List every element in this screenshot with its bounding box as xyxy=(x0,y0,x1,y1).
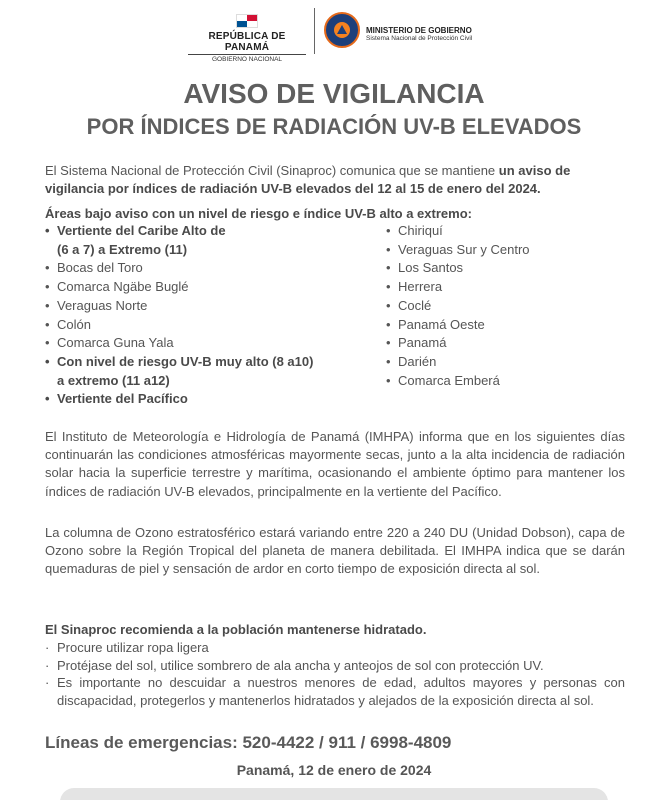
list-item: • Darién xyxy=(386,353,437,369)
list-item: · Es importante no descuidar a nuestros menores de edad, adultos mayores y personas con discapacidad, protegerlos y mantenerlos hidratados y alejados de la exposición directa al sol. xyxy=(45,675,625,708)
list-item: • Con nivel de riesgo UV-B muy alto (8 a10) xyxy=(45,353,314,369)
list-item: • Herrera xyxy=(386,279,443,295)
emergency-lines: Líneas de emergencias: 520-4422 / 911 / 6998-4809 xyxy=(45,733,452,752)
list-item: • Panamá Oeste xyxy=(386,316,485,332)
list-item: · Procure utilizar ropa ligera xyxy=(45,640,209,655)
government-subtitle: GOBIERNO NACIONAL xyxy=(188,54,306,63)
list-item: a extremo (11 a12) xyxy=(57,372,170,388)
republic-title: REPÚBLICA DE PANAMÁ xyxy=(208,31,286,53)
list-item: • Los Santos xyxy=(386,260,464,276)
list-item: • Vertiente del Caribe Alto de xyxy=(45,223,226,238)
list-item: • Bocas del Toro xyxy=(45,260,143,276)
list-item: • Veraguas Sur y Centro xyxy=(386,241,530,257)
list-item: · Protéjase del sol, utilice sombrero de ala ancha y anteojos de sol con protección UV. xyxy=(45,657,544,673)
intro-paragraph xyxy=(45,162,625,198)
list-item: • Coclé xyxy=(386,297,432,313)
footer-bar xyxy=(60,788,608,800)
list-item: • Comarca Ngäbe Buglé xyxy=(45,279,189,295)
intro-text: El Sistema Nacional de Protección Civil (Sinaproc) comunica que se mantiene xyxy=(45,163,499,178)
page-subtitle: POR ÍNDICES DE RADIACIÓN UV-B ELEVADOS xyxy=(86,114,582,139)
list-item: • Colón xyxy=(45,316,91,332)
page-title: AVISO DE VIGILANCIA xyxy=(183,78,485,109)
recommendations-list xyxy=(45,639,625,709)
ministry-title: MINISTERIO DE GOBIERNO xyxy=(366,26,472,35)
list-item: • Comarca Guna Yala xyxy=(45,335,174,351)
areas-heading: Áreas bajo aviso con un nivel de riesgo e índice UV-B alto a extremo: xyxy=(45,206,472,221)
imhpa-paragraph: El Instituto de Meteorología e Hidrología de Panamá (IMHPA) informa que en los siguientes días continuarán las condiciones atmosféricas mayormente secas, junto a la alta incidencia de radiación solar hacia la superficie terrestre y marítima, ocasionando el ambiente óptimo para mantener los índices de radiación UV-B elevados, principalmente en la vertiente del Pacífico. xyxy=(45,429,625,499)
list-item: (6 a 7) a Extremo (11) xyxy=(57,241,188,257)
recommend-heading: El Sinaproc recomienda a la población mantenerse hidratado. xyxy=(45,622,427,637)
header-divider xyxy=(314,8,315,54)
panama-flag-icon xyxy=(236,14,258,28)
ministry-block xyxy=(366,26,472,42)
issue-date: Panamá, 12 de enero de 2024 xyxy=(236,762,432,778)
list-item: • Vertiente del Pacífico xyxy=(45,391,188,407)
areas-right-list xyxy=(386,222,530,390)
header xyxy=(0,8,668,63)
intro-bold-text: un aviso de vigilancia por índices de radiación UV-B elevados del 12 al 15 de enero del 2024. xyxy=(45,163,571,196)
ministry-subtitle: Sistema Nacional de Protección Civil xyxy=(366,35,473,42)
list-item: • Chiriquí xyxy=(386,223,443,238)
civil-protection-seal-icon xyxy=(324,12,360,48)
republic-logo xyxy=(188,14,306,63)
ozone-paragraph: La columna de Ozono estratosférico estará variando entre 220 a 240 DU (Unidad Dobson), capa de Ozono sobre la Región Tropical del planeta de manera debilitada. El IMHPA indica que se darán quemaduras de piel y sensación de ardor en corto tiempo de exposición directa al sol. xyxy=(45,525,625,577)
list-item: • Comarca Emberá xyxy=(386,372,500,388)
list-item: • Veraguas Norte xyxy=(45,297,148,313)
areas-left-list xyxy=(45,222,313,409)
list-item: • Panamá xyxy=(386,335,447,351)
